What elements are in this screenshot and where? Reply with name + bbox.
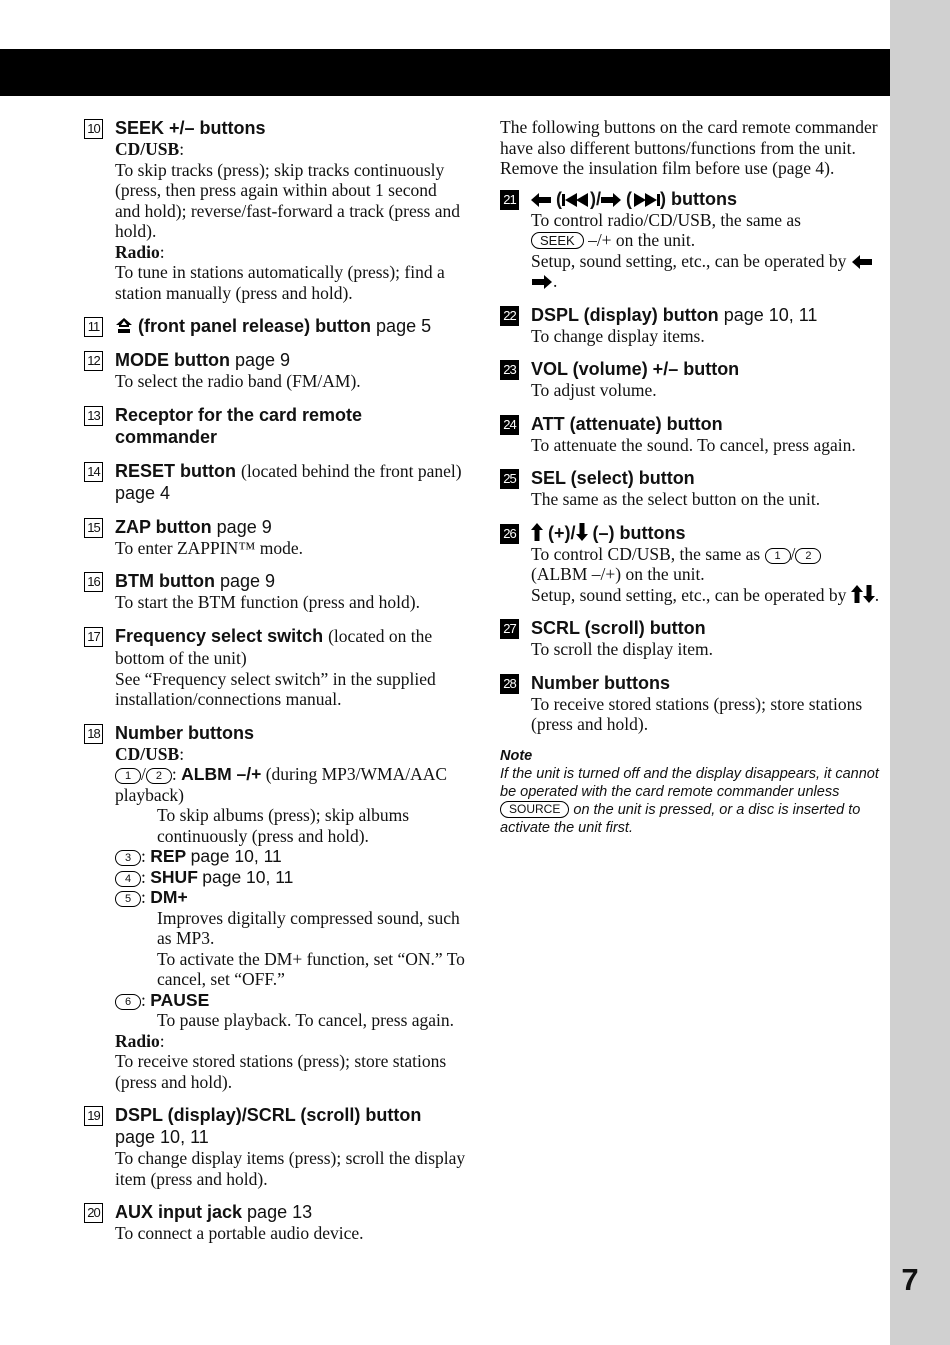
key-5-icon: 5 xyxy=(115,891,141,907)
item-text: To control CD/USB, the same as xyxy=(531,543,761,564)
key-3-icon: 3 xyxy=(115,850,141,866)
page-ref: page 4 xyxy=(115,482,171,503)
left-column xyxy=(84,117,466,1256)
page-ref: page 9 xyxy=(219,571,276,591)
item-title: SEEK +/– buttons xyxy=(115,118,266,138)
item-title: RESET button xyxy=(115,460,236,481)
mode-label: Radio xyxy=(115,241,160,262)
arrow-down-icon xyxy=(863,585,875,603)
key-1-icon: 1 xyxy=(115,768,141,784)
item-text: To enter ZAPPIN™ mode. xyxy=(115,537,303,558)
item-text: To activate the DM+ function, set “ON.” To cancel, set “OFF.” xyxy=(157,948,465,989)
page-ref: page 10, 11 xyxy=(115,1127,209,1147)
item-text: To skip albums (press); skip albums continuously (press and hold). xyxy=(157,805,410,846)
item-left-right-buttons: 21 ( )/ ( ) buttons To control radio/CD/USB, the same as SEEK –/+ on the unit. Setup, sound setting, etc., can be operated by . xyxy=(500,188,882,292)
arrow-left-icon xyxy=(851,255,873,269)
item-text: To scroll the display item. xyxy=(531,639,714,659)
item-number: 13 xyxy=(84,406,103,426)
item-title: SEL (select) button xyxy=(531,468,695,488)
item-text: To pause playback. To cancel, press again. xyxy=(157,1010,455,1030)
key-2-icon: 2 xyxy=(795,548,821,564)
item-text: To select the radio band (FM/AM). xyxy=(115,371,361,391)
item-number: 16 xyxy=(84,572,103,592)
item-text: (ALBM –/+) on the unit. xyxy=(531,564,705,584)
item-title: MODE button xyxy=(115,350,230,370)
release-icon xyxy=(115,317,133,334)
item-title: (+)/ xyxy=(548,522,576,543)
note-block xyxy=(500,747,882,837)
item-text: Improves digitally compressed sound, such as MP3. xyxy=(157,907,460,948)
key-1-icon: 1 xyxy=(765,548,791,564)
item-front-panel-release xyxy=(84,315,466,337)
item-text: To receive stored stations (press); store stations (press and hold). xyxy=(531,693,863,734)
function-name: REP xyxy=(150,846,187,866)
header-bar xyxy=(0,49,890,96)
item-number: 24 xyxy=(500,415,519,435)
item-text: To control radio/CD/USB, the same as xyxy=(531,209,801,230)
item-text: The same as the select button on the unit. xyxy=(531,489,821,509)
item-title: ATT (attenuate) button xyxy=(531,413,723,434)
page-ref: page 5 xyxy=(376,316,432,336)
item-text: To connect a portable audio device. xyxy=(115,1223,364,1243)
item-text: To tune in stations automatically (press); find a station manually (press and hold). xyxy=(115,262,445,303)
item-number: 12 xyxy=(84,351,103,371)
function-name: PAUSE xyxy=(150,989,210,1010)
mode-label: Radio xyxy=(115,1030,160,1051)
arrow-right-icon xyxy=(601,193,621,207)
page-number: 7 xyxy=(901,1262,919,1297)
item-title-end: (–) buttons xyxy=(592,522,686,543)
item-title: VOL (volume) +/– button xyxy=(531,359,740,379)
mode-label: CD/USB xyxy=(115,743,180,764)
item-number: 15 xyxy=(84,518,103,538)
item-title: buttons xyxy=(671,188,738,209)
item-note: (during MP3/WMA/AAC playback) xyxy=(115,764,448,805)
page-side-tab xyxy=(890,0,950,1345)
item-number-buttons-remote xyxy=(500,672,882,735)
item-number: 11 xyxy=(84,317,103,337)
function-name: DM+ xyxy=(150,887,188,907)
previous-track-icon xyxy=(562,193,590,207)
item-text: To change display items. xyxy=(531,325,705,346)
item-reset-button xyxy=(84,460,466,504)
item-up-down-buttons: 26 (+)/ (–) buttons To control CD/USB, the same as 1 / 2 (ALBM –/+) on the unit. Setup, sound setting, etc., can be operated by . xyxy=(500,522,882,606)
key-6-icon: 6 xyxy=(115,994,141,1010)
page-ref: page 9 xyxy=(235,350,291,370)
note-text: If the unit is turned off and the display disappears, it cannot be operated with the card remote commander unless xyxy=(500,765,879,800)
source-key-icon: SOURCE xyxy=(500,801,569,818)
item-note: (located on the bottom of the unit) xyxy=(115,625,433,668)
item-text: To attenuate the sound. To cancel, press again. xyxy=(531,434,856,455)
arrow-left-icon xyxy=(531,193,551,207)
item-title: BTM button xyxy=(115,571,215,591)
item-title: (front panel release) button xyxy=(138,316,372,336)
item-number: 19 xyxy=(84,1106,103,1126)
item-number: 22 xyxy=(500,306,519,326)
item-text: To adjust volume. xyxy=(531,380,657,400)
item-number: 28 xyxy=(500,674,519,694)
item-title: Number buttons xyxy=(531,672,670,693)
item-sel-button xyxy=(500,467,882,510)
item-number: 20 xyxy=(84,1203,103,1223)
item-number: 25 xyxy=(500,469,519,489)
page-ref: page 13 xyxy=(247,1202,313,1222)
item-title: SCRL (scroll) button xyxy=(531,618,706,638)
item-mode-button xyxy=(84,349,466,392)
page-ref: page 9 xyxy=(216,516,272,537)
item-number: 10 xyxy=(84,119,103,139)
arrow-up-icon xyxy=(851,585,863,603)
item-number: 18 xyxy=(84,724,103,744)
page-ref: page 10, 11 xyxy=(723,304,818,325)
arrow-down-icon xyxy=(576,523,588,541)
item-dspl-button xyxy=(500,304,882,347)
item-number: 26 xyxy=(500,524,519,544)
item-title: ZAP button xyxy=(115,516,212,537)
item-number: 17 xyxy=(84,627,103,647)
item-title: DSPL (display)/SCRL (scroll) button xyxy=(115,1105,422,1125)
seek-key-icon: SEEK xyxy=(531,232,584,249)
item-title: Frequency select switch xyxy=(115,625,324,646)
item-title: Receptor for the card remote commander xyxy=(115,404,363,447)
item-dspl-scrl-button xyxy=(84,1104,466,1189)
item-number: 23 xyxy=(500,360,519,380)
item-text: Setup, sound setting, etc., can be operated by xyxy=(531,584,847,605)
note-text: on the unit is pressed, or a disc is inserted to activate the unit first. xyxy=(500,801,861,836)
item-number: 14 xyxy=(84,462,103,482)
item-receptor xyxy=(84,404,466,448)
key-4-icon: 4 xyxy=(115,871,141,887)
arrow-up-icon xyxy=(531,523,543,541)
item-btm-button xyxy=(84,570,466,613)
item-aux-jack xyxy=(84,1201,466,1244)
page-ref: page 10, 11 xyxy=(202,866,294,887)
item-att-button xyxy=(500,413,882,456)
function-name: ALBM –/+ xyxy=(181,764,262,784)
key-2-icon: 2 xyxy=(146,768,172,784)
item-number: 21 xyxy=(500,190,519,210)
item-text: To change display items (press); scroll the display item (press and hold). xyxy=(115,1148,466,1189)
page-ref: page 10, 11 xyxy=(190,846,282,866)
item-note: (located behind the front panel) xyxy=(241,460,462,481)
item-title: Number buttons xyxy=(115,722,254,743)
item-title: AUX input jack xyxy=(115,1202,243,1222)
item-text: See “Frequency select switch” in the supplied installation/connections manual. xyxy=(115,668,436,709)
item-seek-buttons: 10 SEEK +/– buttons CD/USB: To skip tracks (press); skip tracks continuously (press, then press again within about 1 second and hold); reverse/fast-forward a track (press and hold). Radio: To tune in stations automatically (press); find a station manually (press and hold). xyxy=(84,117,466,303)
item-text: To start the BTM function (press and hold). xyxy=(115,592,420,612)
item-vol-button xyxy=(500,358,882,401)
next-track-icon xyxy=(632,193,660,207)
item-number: 27 xyxy=(500,619,519,639)
item-title: DSPL (display) button xyxy=(531,304,719,325)
item-scrl-button xyxy=(500,617,882,660)
item-number-buttons: 18 Number buttons CD/USB: 1 / 2 : ALBM –/+ (during MP3/WMA/AAC playback) To skip albums (press); skip albums continuously (press and hold). 3 : REP page 10, 11 4 : SHUF page 10, 11 5 : DM+ Improves digitally compressed sound, such as MP3. To activate the DM+ function, set “ON.” To cancel, set “OFF.” 6 : PAUSE To pause playback. To cancel, press again. Radio: To receive stored stations (press); store stations (press and hold). xyxy=(84,722,466,1093)
item-text: Setup, sound setting, etc., can be operated by xyxy=(531,250,847,271)
item-frequency-switch xyxy=(84,625,466,710)
item-text: To skip tracks (press); skip tracks continuously (press, then press again within about 1 second and hold); reverse/fast-forward a track (press and hold). xyxy=(115,159,460,241)
right-column xyxy=(500,117,882,837)
note-title: Note xyxy=(500,747,533,764)
mode-label: CD/USB xyxy=(115,139,180,159)
function-name: SHUF xyxy=(150,866,198,887)
intro-text: The following buttons on the card remote commander have also different buttons/functions from the unit. Remove the insulation film before use (page 4). xyxy=(500,117,878,178)
arrow-right-icon xyxy=(531,275,553,289)
item-text: –/+ on the unit. xyxy=(588,230,696,250)
item-text: To receive stored stations (press); store stations (press and hold). xyxy=(115,1051,447,1092)
item-zap-button xyxy=(84,516,466,559)
